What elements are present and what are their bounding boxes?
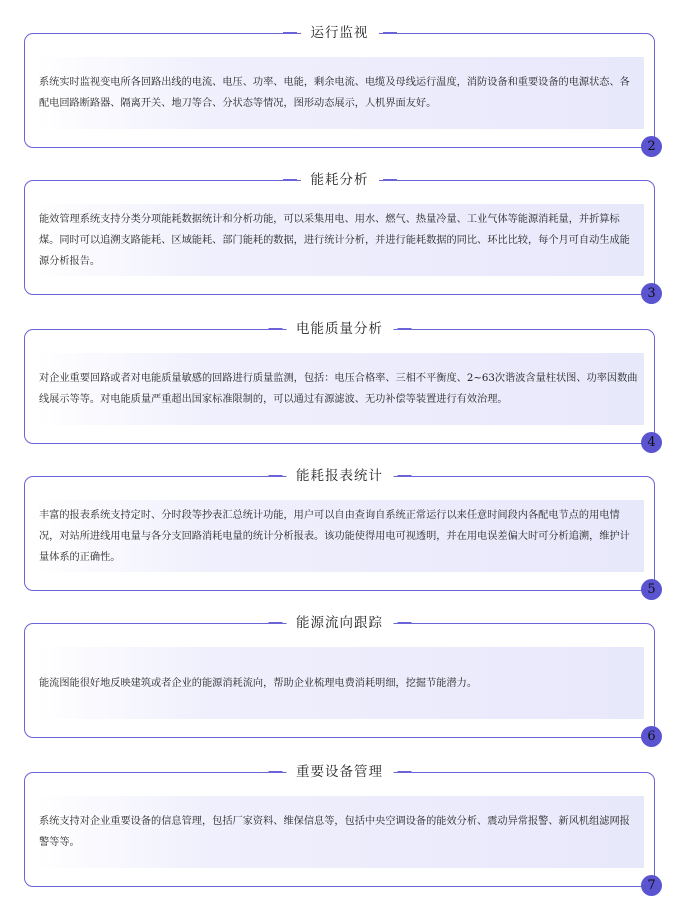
section-body xyxy=(35,57,644,129)
section-title: 能耗报表统计 xyxy=(286,466,393,486)
section-body xyxy=(35,204,644,276)
section-energy-analysis xyxy=(24,172,656,301)
section-title: 能耗分析 xyxy=(301,170,379,190)
section-title: 运行监视 xyxy=(301,23,379,43)
section-title: 能源流向跟踪 xyxy=(286,613,393,633)
section-report-statistics xyxy=(24,468,656,597)
section-body xyxy=(35,353,644,425)
section-text: 系统实时监视变电所各回路出线的电流、电压、功率、电能，剩余电流、电缆及母线运行温度，消防设备和重要设备的电源状态、各配电回路断路器、隔离开关、地刀等合、分状态等情况，图形动态展示，人机界面友好。 xyxy=(39,77,630,109)
section-text: 对企业重要回路或者对电能质量敏感的回路进行质量监测，包括：电压合格率、三相不平衡度、2~63次谐波含量柱状图、功率因数曲线展示等等。对电能质量严重超出国家标准限制的，可以通过有源滤波、无功补偿等装置进行有效治理。 xyxy=(39,373,638,405)
section-body xyxy=(35,796,644,868)
section-run-monitor xyxy=(24,25,656,154)
section-text: 能效管理系统支持分类分项能耗数据统计和分析功能，可以采集用电、用水、燃气、热量冷量、工业气体等能源消耗量，并折算标煤。同时可以追溯支路能耗、区域能耗、部门能耗的数据，进行统计分析，并进行能耗数据的同比、环比比较，每个月可自动生成能源分析报告。 xyxy=(39,213,630,267)
section-power-quality xyxy=(24,321,656,450)
section-equipment-management xyxy=(24,764,656,893)
section-number-badge: 3 xyxy=(641,283,662,304)
section-number-badge: 7 xyxy=(641,875,662,896)
section-number-badge: 2 xyxy=(641,136,662,157)
section-text: 能流图能很好地反映建筑或者企业的能源消耗流向，帮助企业梳理电费消耗明细，挖掘节能潜力。 xyxy=(39,677,478,689)
section-title: 电能质量分析 xyxy=(286,319,393,339)
section-number-badge: 6 xyxy=(641,726,662,747)
section-text: 丰富的报表系统支持定时、分时段等抄表汇总统计功能，用户可以自由查询自系统正常运行以来任意时间段内各配电节点的用电情况，对站所进线用电量与各分支回路消耗电量的统计分析报表。该功能使得用电可视透明，并在用电误差偏大时可分析追溯，维护计量体系的正确性。 xyxy=(39,509,630,563)
section-title: 重要设备管理 xyxy=(286,762,393,782)
section-body xyxy=(35,500,644,572)
section-energy-flow xyxy=(24,615,656,744)
section-number-badge: 5 xyxy=(641,579,662,600)
section-number-badge: 4 xyxy=(641,432,662,453)
section-text: 系统支持对企业重要设备的信息管理，包括厂家资料、维保信息等，包括中央空调设备的能效分析、震动异常报警、新风机组滤网报警等等。 xyxy=(39,816,630,848)
section-body xyxy=(35,647,644,719)
